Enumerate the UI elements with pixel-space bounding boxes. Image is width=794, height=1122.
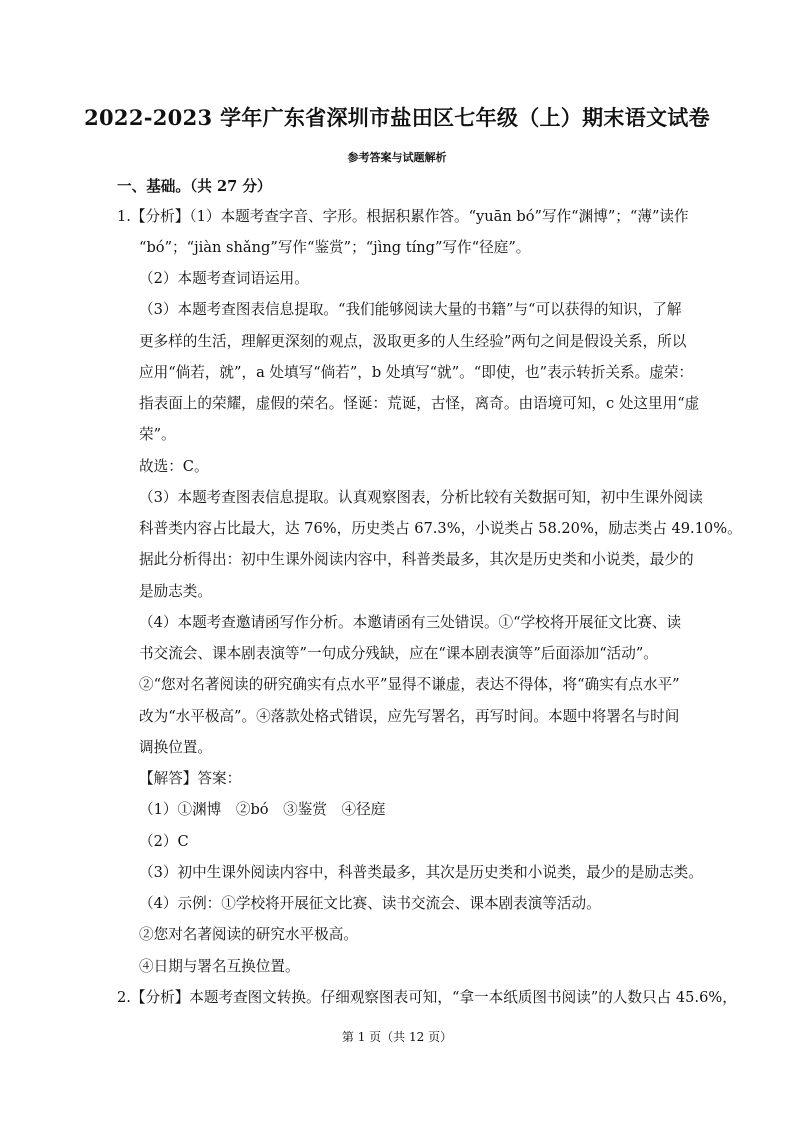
question-1-analysis-line: 1.【分析】（1）本题考查字音、字形。根据积累作答。“yuān bó”写作“渊博”；“薄”读作 <box>117 208 689 225</box>
answer-line: ④日期与署名互换位置。 <box>139 958 300 975</box>
answer-line: ②您对名著阅读的研究水平极高。 <box>139 926 358 943</box>
paragraph-line: “bó”；“jiàn shǎng”写作“鉴赏”；“jìng tíng”写作“径庭”。 <box>139 239 531 256</box>
document-title: 2022-2023 学年广东省深圳市盐田区七年级（上）期末语文试卷 <box>84 105 710 130</box>
paragraph-line: ②“您对名著阅读的研究确实有点水平”显得不谦虚，表达不得体，将“确实有点水平” <box>139 676 680 693</box>
answer-line: （3）初中生课外阅读内容中，科普类最多，其次是历史类和小说类，最少的是励志类。 <box>139 864 703 881</box>
section-heading: 一、基础。（共 27 分） <box>117 178 272 195</box>
paragraph-line: 改为“水平极高”。④落款处格式错误，应先写署名，再写时间。本题中将署名与时间 <box>139 708 680 725</box>
paragraph-line: （4）本题考查邀请函写作分析。本邀请函有三处错误。①“学校将开展征文比赛、读 <box>139 614 682 631</box>
answer-line: （2）C <box>139 833 189 850</box>
paragraph-line: 调换位置。 <box>139 739 212 756</box>
page-footer: 第 1 页（共 12 页） <box>341 1030 453 1044</box>
paragraph-line: 应用“倘若，就”，a 处填写“倘若”，b 处填写“就”。“即使，也”表示转折关系。虚荣： <box>139 364 694 381</box>
answer-heading: 【解答】答案： <box>139 770 242 787</box>
paragraph-line: 科普类内容占比最大，达 76%，历史类占 67.3%，小说类占 58.20%，励志类占 49.10%。 <box>139 520 742 537</box>
paragraph-line: 荣”。 <box>139 426 176 443</box>
paragraph-line: 更多样的生活，理解更深刻的观点，汲取更多的人生经验”两句之间是假设关系，所以 <box>139 333 687 350</box>
paragraph-line: （3）本题考查图表信息提取。认真观察图表，分析比较有关数据可知，初中生课外阅读 <box>139 489 703 506</box>
paragraph-line: 指表面上的荣耀，虚假的荣名。怪诞：荒诞，古怪，离奇。由语境可知，c 处这里用“虚 <box>139 395 700 412</box>
paragraph-line: 据此分析得出：初中生课外阅读内容中，科普类最多，其次是历史类和小说类，最少的 <box>139 551 694 568</box>
answer-line: （4）示例：①学校将开展征文比赛、读书交流会、课本剧表演等活动。 <box>139 895 601 912</box>
document-subtitle: 参考答案与试题解析 <box>347 151 447 164</box>
paragraph-line: （3）本题考查图表信息提取。“我们能够阅读大量的书籍”与“可以获得的知识，了解 <box>139 301 682 318</box>
answer-line: （1）①渊博 ②bó ③鉴赏 ④径庭 <box>139 801 386 818</box>
paragraph-line: （2）本题考查词语运用。 <box>139 270 309 287</box>
paragraph-line: 故选：C。 <box>139 458 209 475</box>
question-2-analysis-line: 2.【分析】本题考查图文转换。仔细观察图表可知，“拿一本纸质图书阅读”的人数只占 45.6%， <box>117 989 737 1006</box>
paragraph-line: 是励志类。 <box>139 583 212 600</box>
paragraph-line: 书交流会、课本剧表演等”一句成分残缺，应在“课本剧表演等”后面添加“活动”。 <box>139 645 658 662</box>
